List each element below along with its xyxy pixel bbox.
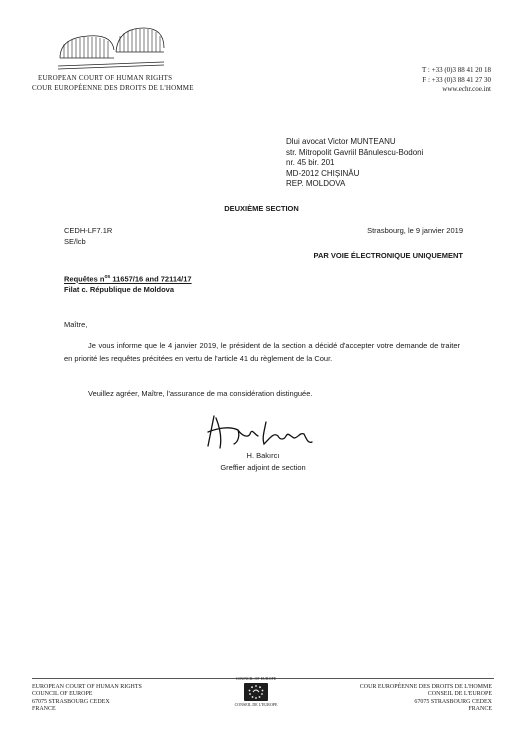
recipient-address bbox=[286, 137, 423, 190]
applications-sup: os bbox=[104, 274, 111, 280]
footer-address-fr bbox=[360, 684, 492, 714]
recipient-line: nr. 45 bir. 201 bbox=[286, 158, 335, 168]
website-link[interactable]: www.echr.coe.int bbox=[442, 85, 491, 93]
applications-block bbox=[64, 272, 192, 296]
reference-block bbox=[64, 226, 112, 247]
salutation: Maître, bbox=[64, 320, 88, 329]
footer-line: EUROPEAN COURT OF HUMAN RIGHTS bbox=[32, 684, 142, 690]
footer-line: 67075 STRASBOURG CEDEX bbox=[32, 698, 110, 705]
footer-line: COUR EUROPÉENNE DES DROITS DE L'HOMME bbox=[359, 684, 492, 690]
coe-logo-bottom-text: CONSEIL DE L'EUROPE bbox=[234, 702, 278, 707]
delivery-notice: PAR VOIE ÉLECTRONIQUE UNIQUEMENT bbox=[313, 251, 463, 260]
reference-code: CEDH-LF7.1R bbox=[64, 226, 113, 235]
applications-numbers: 11657/16 and 72114/17 bbox=[110, 274, 192, 284]
contact-block bbox=[422, 66, 491, 95]
section-title: DEUXIÈME SECTION bbox=[224, 204, 299, 213]
application-numbers bbox=[64, 272, 192, 285]
signer-name: H. Bakırcı bbox=[246, 451, 280, 460]
case-name: Filat c. République de Moldova bbox=[64, 285, 175, 294]
recipient-line: MD-2012 CHIȘINĂU bbox=[286, 168, 360, 178]
date-line: Strasbourg, le 9 janvier 2019 bbox=[367, 226, 463, 235]
footer-line: COUNCIL OF EUROPE bbox=[32, 691, 93, 698]
signer-block bbox=[208, 450, 318, 474]
footer-address-en bbox=[32, 684, 142, 714]
closing-formula: Veuillez agréer, Maître, l'assurance de ma considération distinguée. bbox=[88, 389, 313, 398]
coe-logo-top-text: COUNCIL OF EUROPE bbox=[235, 676, 277, 681]
court-name-fr: COUR EUROPÉENNE DES DROITS DE L'HOMME bbox=[32, 84, 194, 92]
recipient-line: Dlui avocat Victor MUNTEANU bbox=[286, 137, 396, 146]
footer-line: FRANCE bbox=[32, 706, 56, 713]
signer-title: Greffier adjoint de section bbox=[220, 463, 306, 472]
applications-label: Requêtes n bbox=[64, 274, 105, 284]
court-building-logo bbox=[56, 22, 166, 77]
court-name-en: EUROPEAN COURT OF HUMAN RIGHTS bbox=[38, 74, 173, 82]
footer-line: FRANCE bbox=[468, 706, 492, 713]
recipient-line: REP. MOLDOVA bbox=[286, 179, 346, 189]
letter-body: Je vous informe que le 4 janvier 2019, le président de la section a décidé d'accepter votre demande de traiter en priorité les requêtes précitées en vertu de l'article 41 du règlement de la Cour. bbox=[64, 341, 460, 363]
footer-line: 67075 STRASBOURG CEDEX bbox=[414, 698, 492, 705]
footer-line: CONSEIL DE L'EUROPE bbox=[427, 691, 492, 698]
phone-number: T : +33 (0)3 88 41 20 18 bbox=[422, 66, 491, 74]
reference-initials: SE/lcb bbox=[64, 236, 86, 246]
handwritten-signature bbox=[204, 408, 324, 455]
council-of-europe-logo bbox=[232, 676, 280, 707]
fax-number: F : +33 (0)3 88 41 27 30 bbox=[422, 75, 491, 84]
recipient-line: str. Mitropolit Gavriil Bănulescu-Bodoni bbox=[286, 147, 424, 157]
coe-emblem-icon bbox=[244, 683, 268, 701]
